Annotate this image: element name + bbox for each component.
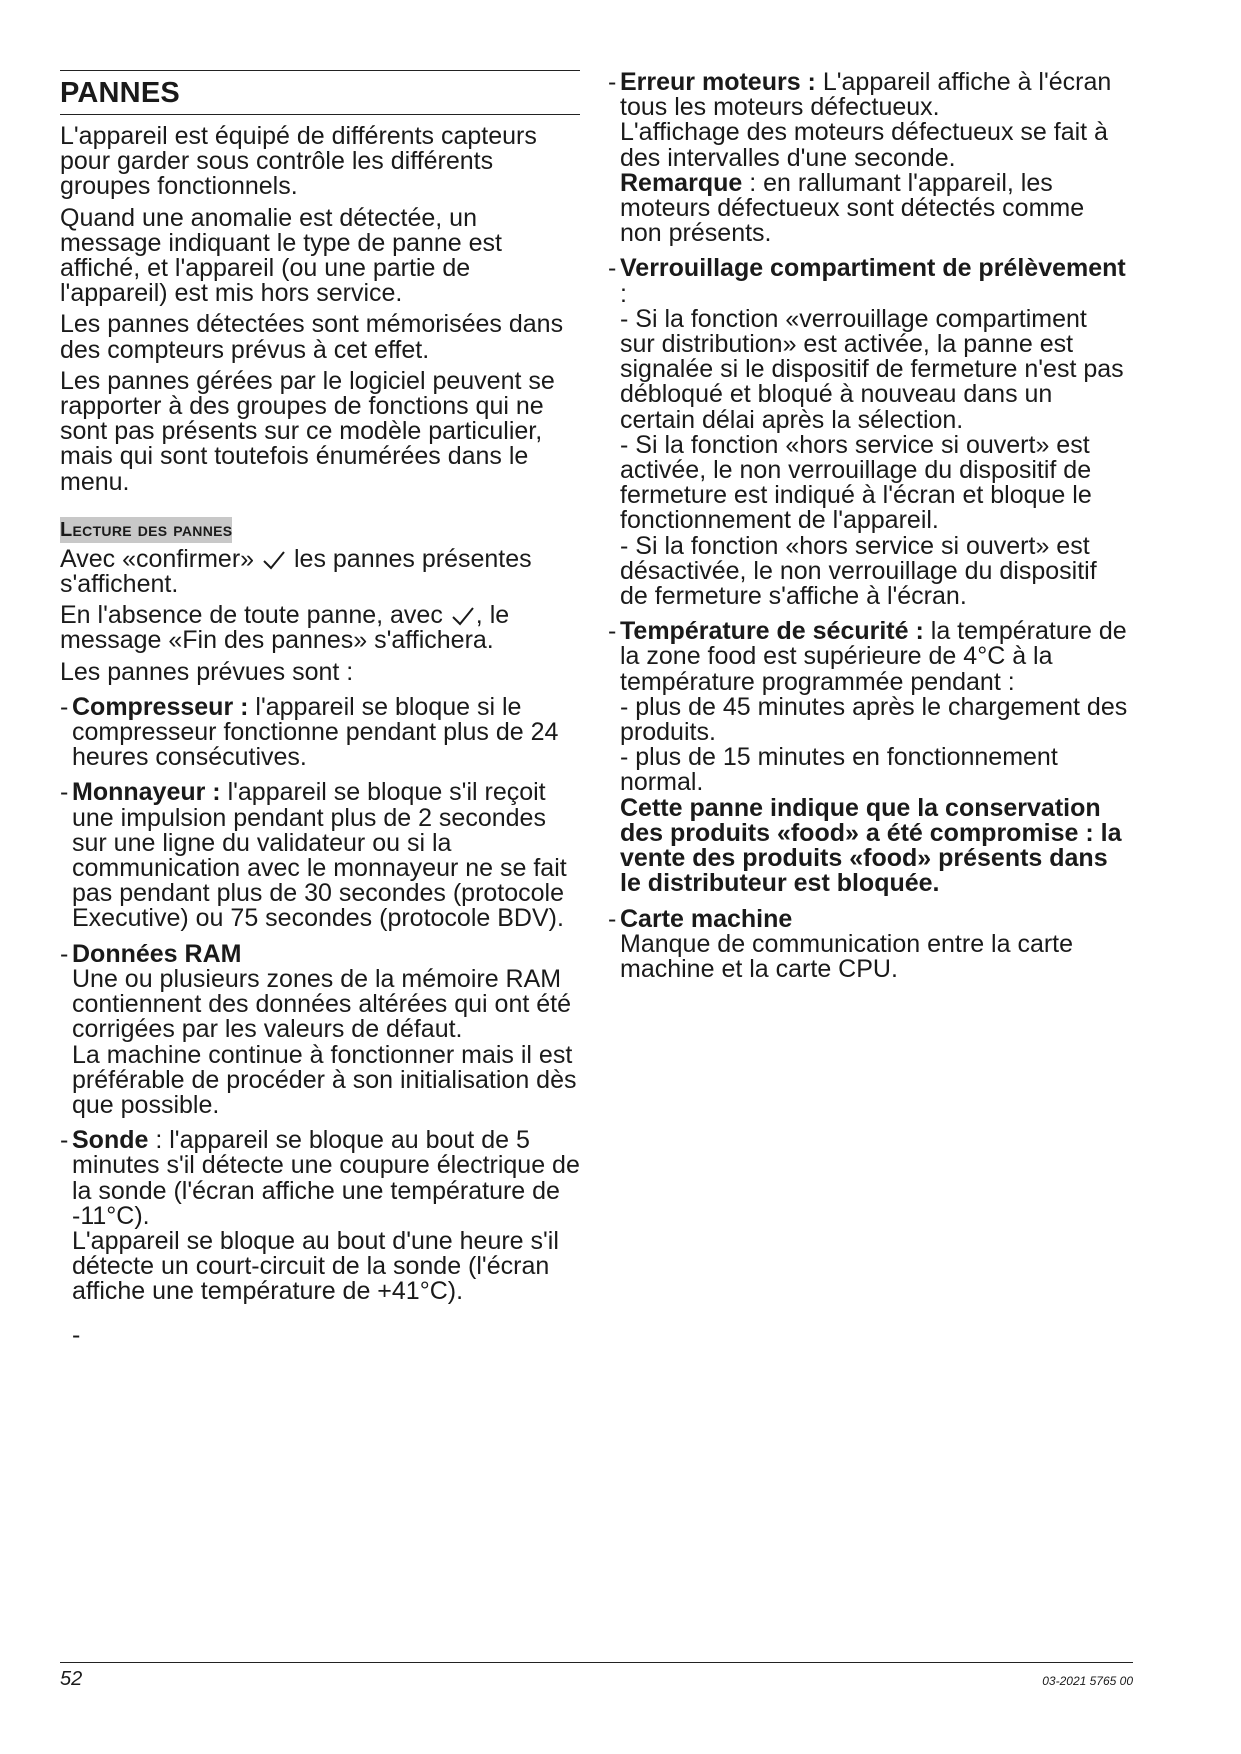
lecture-paragraph-1 bbox=[60, 544, 580, 599]
fault-text: L'appareil se bloque au bout d'une heure s'il détecte un court-circuit de la sonde (l'écran affiche une température de +41°C). bbox=[72, 1226, 559, 1306]
fault-label-suffix: : bbox=[620, 279, 627, 308]
fault-label: Sonde bbox=[72, 1126, 149, 1155]
fault-text: L'appareil affiche à l'écran tous les moteurs défectueux. bbox=[620, 68, 1112, 122]
fault-text: L'affichage des moteurs défectueux se fait à des intervalles d'une seconde. bbox=[620, 118, 1108, 172]
fault-text: - Si la fonction «hors service si ouvert» est activée, le non verrouillage du dispositif de fermeture est indiqué à l'écran et bloque le fonctionnement de l'appareil. bbox=[620, 430, 1092, 535]
bullet-dash: - bbox=[608, 617, 617, 646]
fault-sonde bbox=[60, 1128, 580, 1304]
fault-text: Une ou plusieurs zones de la mémoire RAM contiennent des données altérées qui ont été corrigées par les valeurs de défaut. bbox=[72, 964, 571, 1044]
fault-label: Données RAM bbox=[72, 939, 242, 968]
remark-text: : en rallumant l'appareil, les moteurs défectueux sont détectés comme non présents. bbox=[620, 168, 1085, 248]
fault-text: - Si la fonction «hors service si ouvert» est désactivée, le non verrouillage du dispositif de fermeture s'affiche à l'écran. bbox=[620, 531, 1097, 611]
intro-paragraph-1: L'appareil est équipé de différents capteurs pour garder sous contrôle les différents groupes fonctionnels. bbox=[60, 122, 537, 201]
fault-label: Monnayeur : bbox=[72, 778, 221, 807]
intro-paragraph-2: Quand une anomalie est détectée, un message indiquant le type de panne est affiché, et l'appareil (ou une partie de l'appareil) est mis hors service. bbox=[60, 203, 502, 308]
fault-moteurs bbox=[608, 70, 1128, 246]
fault-text: : l'appareil se bloque au bout de 5 minutes s'il détecte une coupure électrique de la sonde (l'écran affiche une température de -11°C). bbox=[72, 1126, 580, 1230]
fault-text: l'appareil se bloque si le compresseur fonctionne pendant plus de 24 heures consécutives. bbox=[72, 692, 559, 772]
fault-text: la température de la zone food est supérieure de 4°C à la température programmée pendant : bbox=[620, 617, 1127, 696]
lecture-p1-after: les pannes présentes s'affichent. bbox=[60, 544, 532, 599]
fault-monnayeur bbox=[60, 780, 580, 931]
intro-paragraph-4: Les pannes gérées par le logiciel peuvent se rapporter à des groupes de fonctions qui ne sont pas présents sur ce modèle particulier, mais qui sont toutefois énumérées dans le menu. bbox=[60, 366, 555, 496]
fault-text: - Si la fonction «verrouillage compartiment sur distribution» est activée, la panne est signalée si le dispositif de fermeture n'est pas débloqué et bloqué à nouveau dans un certain délai après la sélection. bbox=[620, 304, 1124, 434]
page-title: PANNES bbox=[60, 77, 180, 109]
fault-label: Compresseur : bbox=[72, 692, 249, 721]
fault-text: - plus de 15 minutes en fonctionnement normal. bbox=[620, 743, 1058, 797]
fault-label: Carte machine bbox=[620, 904, 793, 933]
lecture-p1-before: Avec «confirmer» bbox=[60, 544, 255, 573]
fault-text: La machine continue à fonctionner mais il est préférable de procéder à son initialisation dès que possible. bbox=[72, 1040, 577, 1119]
left-column bbox=[60, 70, 580, 1348]
fault-label: Verrouillage compartiment de prélèvement bbox=[620, 254, 1126, 283]
bullet-dash: - bbox=[608, 254, 617, 283]
fault-text: l'appareil se bloque s'il reçoit une impulsion pendant plus de 2 secondes sur une ligne du validateur ou si la communication avec le monnayeur ne se fait pas pendant plus de 30 secondes (protocole Executive) ou 75 secondes (protocole BDV). bbox=[72, 778, 567, 933]
fault-label: Erreur moteurs : bbox=[620, 68, 816, 96]
fault-compresseur bbox=[60, 692, 580, 772]
page-number: 52 bbox=[60, 1668, 83, 1690]
remark-label: Remarque bbox=[620, 168, 743, 197]
trailing-dash: - bbox=[72, 1320, 81, 1349]
fault-warning: Cette panne indique que la conservation des produits «food» a été compromise : la vente des produits «food» présents dans le distributeur est bloquée. bbox=[620, 793, 1122, 898]
fault-label: Température de sécurité : bbox=[620, 617, 924, 646]
bullet-dash: - bbox=[60, 1126, 69, 1155]
bullet-dash: - bbox=[60, 778, 69, 807]
lecture-p2-before: En l'absence de toute panne, avec bbox=[60, 601, 443, 630]
fault-text: - plus de 45 minutes après le chargement des produits. bbox=[620, 692, 1128, 747]
fault-ram bbox=[60, 939, 580, 1119]
check-icon bbox=[261, 549, 287, 571]
intro-paragraph-3: Les pannes détectées sont mémorisées dans des compteurs prévus à cet effet. bbox=[60, 310, 564, 364]
lecture-paragraph-3: Les pannes prévues sont : bbox=[60, 657, 354, 686]
check-icon bbox=[450, 605, 476, 627]
bullet-dash: - bbox=[60, 692, 69, 721]
right-column bbox=[608, 70, 1128, 982]
lecture-paragraph-2 bbox=[60, 603, 580, 653]
fault-carte bbox=[608, 904, 1128, 983]
document-code: 03-2021 5765 00 bbox=[1042, 1674, 1133, 1688]
bullet-dash: - bbox=[608, 68, 617, 96]
bullet-dash: - bbox=[608, 904, 617, 933]
footer-rule bbox=[60, 1662, 1133, 1663]
fault-securite bbox=[608, 619, 1128, 896]
bullet-dash: - bbox=[60, 939, 69, 968]
lecture-p2-after: , le message «Fin des pannes» s'affichera. bbox=[60, 601, 510, 655]
fault-text: Manque de communication entre la carte machine et la carte CPU. bbox=[620, 929, 1074, 983]
section-subheading: Lecture des pannes bbox=[60, 518, 233, 541]
fault-verrouillage bbox=[608, 256, 1128, 609]
